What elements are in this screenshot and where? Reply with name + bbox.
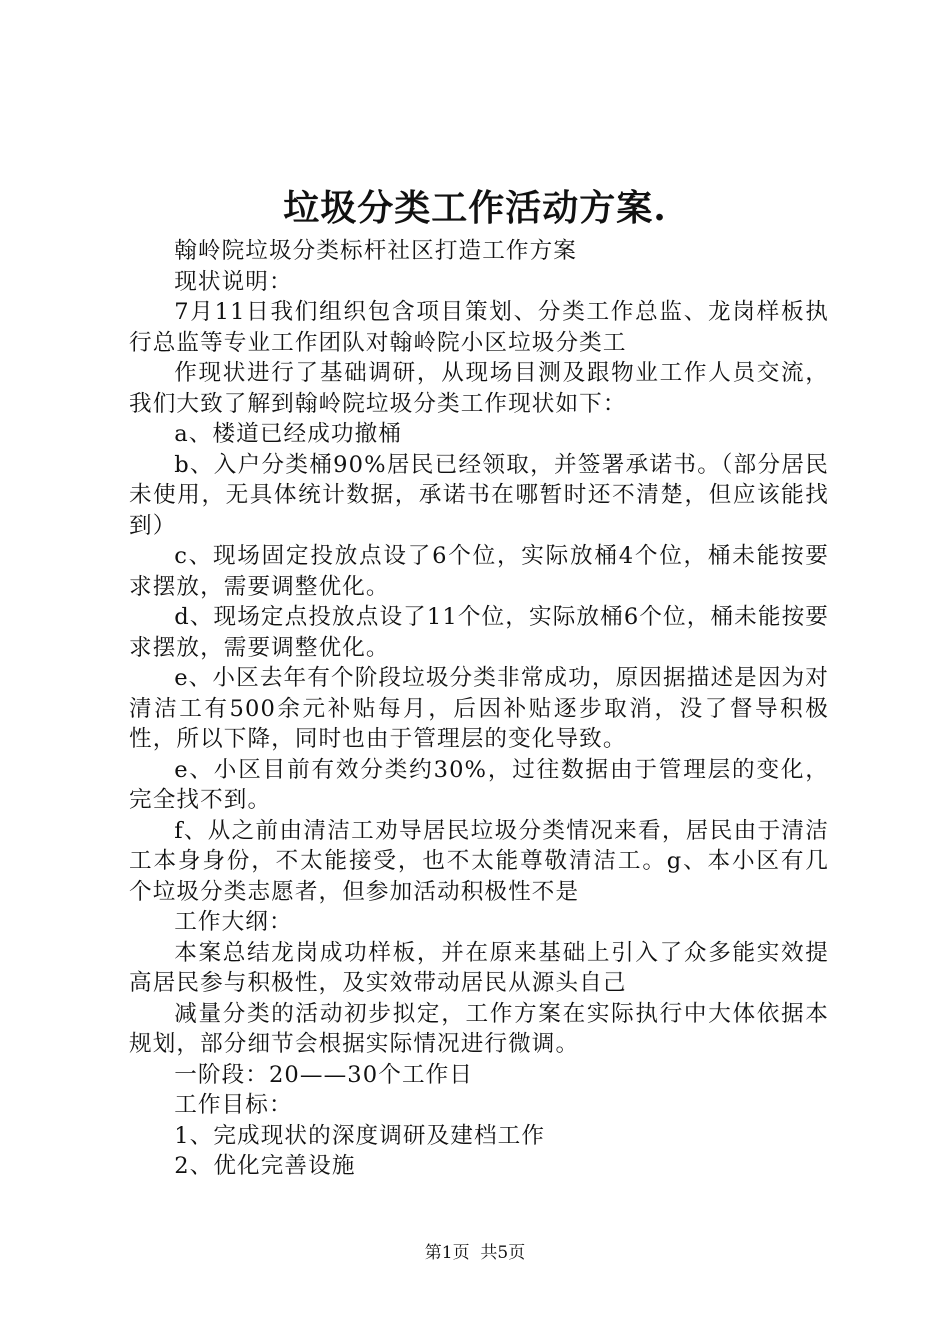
paragraph-heading-status: 现状说明： [174,268,293,295]
document-title: 垃圾分类工作活动方案. [283,187,667,229]
paragraph-goal-1: 1、完成现状的深度调研及建档工作 [174,1122,546,1149]
paragraph-item-e: e、小区目前有效分类约30%，过往数据由于管理层的变化，完全找不到。 [129,756,829,813]
paragraph: 本案总结龙岗成功样板，并在原来基础上引入了众多能实效提高居民参与积极性，及实效带动居民从源头自己 [129,939,829,996]
paragraph-item-c: c、现场固定投放点设了6个位，实际放桶4个位，桶未能按要求摆放，需要调整优化。 [129,543,829,600]
paragraph-item-b: b、入户分类桶90%居民已经领取，并签署承诺书。（部分居民未使用，无具体统计数据，承诺书在哪暂时还不清楚，但应该能找到） [129,451,829,539]
paragraph-heading-outline: 工作大纲： [174,909,293,935]
page-footer [0,1241,950,1265]
paragraph-goal-2: 2、优化完善设施 [174,1153,356,1179]
paragraph-item-a: a、楼道已经成功撤桶 [174,421,403,447]
paragraph: 作现状进行了基础调研，从现场目测及跟物业工作人员交流，我们大致了解到翰岭院垃圾分类工作现状如下： [129,360,829,417]
paragraph: 7月11日我们组织包含项目策划、分类工作总监、龙岗样板执行总监等专业工作团队对翰岭院小区垃圾分类工 [129,299,829,356]
paragraph: 减量分类的活动初步拟定，工作方案在实际执行中大体依据本规划，部分细节会根据实际情况进行微调。 [129,1000,829,1057]
paragraph-heading-goals: 工作目标： [174,1092,293,1118]
paragraph-item-d: d、现场定点投放点设了11个位，实际放桶6个位，桶未能按要求摆放，需要调整优化。 [129,604,829,661]
document-body [129,236,829,1182]
page-indicator: 第1页 共5页 [424,1243,526,1263]
paragraph-item-f: f、从之前由清洁工劝导居民垃圾分类情况来看，居民由于清洁工本身身份，不太能接受，也不太能尊敬清洁工。g、本小区有几个垃圾分类志愿者，但参加活动积极性不是 [129,817,829,905]
paragraph-phase: 一阶段：20——30个工作日 [174,1061,474,1088]
paragraph-item-e: e、小区去年有个阶段垃圾分类非常成功，原因据描述是因为对清洁工有500余元补贴每月，后因补贴逐步取消，没了督导积极性，所以下降，同时也由于管理层的变化导致。 [129,665,829,752]
paragraph-subtitle: 翰岭院垃圾分类标杆社区打造工作方案 [174,238,577,264]
